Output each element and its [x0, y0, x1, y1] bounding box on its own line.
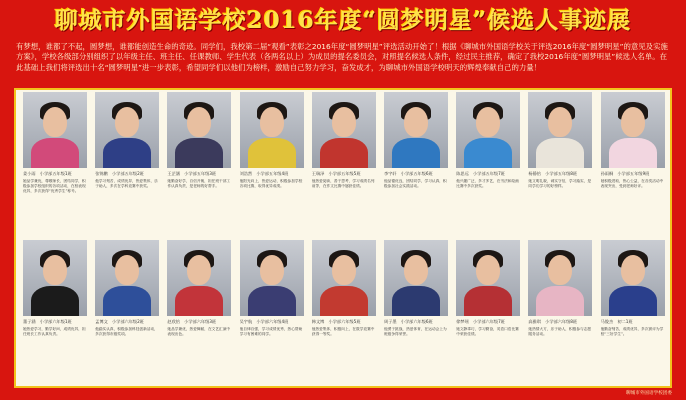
candidate-photo: [601, 92, 665, 168]
candidate-caption: 王瑞泽 小学部五年级5班: [311, 171, 361, 176]
candidate-card: [597, 240, 669, 383]
poster-title: 聊城市外国语学校2016年度“圆梦明星”候选人事迹展: [54, 7, 632, 34]
candidate-bio: 她文静乖巧，学习勤奋，英语口语比赛中荣获佳绩。: [456, 327, 519, 337]
candidate-card: [308, 240, 380, 383]
candidate-photo: [167, 92, 231, 168]
candidate-photo: [312, 92, 376, 168]
candidate-caption: 孟博文 小学部六年级2班: [95, 319, 144, 324]
candidate-bio: 他热爱阅读，善于思考，学习成绩名列前茅，在作文比赛中屡获佳绩。: [311, 179, 375, 189]
candidate-photo: [456, 240, 520, 316]
candidate-bio: 他自律自强，学习成绩优秀，热心帮助学习有困难的同学。: [239, 327, 303, 337]
candidate-caption: 孙雨桐 小学部五年级9班: [600, 171, 650, 176]
candidate-caption: 姜小雨 小学部五年级1班: [23, 171, 72, 176]
footer-signature: 聊城市外国语学校团委: [626, 391, 672, 396]
candidate-bio: 她热爱学习，勤学好问，成绩优异，担任班长工作认真负责。: [23, 327, 86, 337]
candidate-bio: 她品学兼优，尊敬师长，团结同学，积极参加学校组织的各项活动，在校表现优异，多次获得“优秀学生”称号。: [23, 179, 86, 194]
candidate-caption: 陈思远 小学部五年级7班: [456, 171, 505, 176]
candidate-card: [308, 92, 380, 235]
candidate-bio: 她品学兼优，热爱舞蹈，在文艺汇演中表现出色。: [167, 327, 231, 337]
candidate-photo: [384, 240, 448, 316]
candidate-caption: 李宇轩 小学部五年级6班: [384, 171, 433, 176]
candidate-photo: [23, 240, 87, 316]
candidate-card: [91, 92, 163, 235]
intro-text: 有梦想，谁都了不起，圆梦想，谁都能创造生命的奇迹。同学们，我校第二届“观看”表彰之2016年度“圆梦明星”评选活动开始了！根据《聊城市外国语学校关于评选2016年度“圆梦明星”的意见及实施方案》，学校各级部分别组织了以年级主任、班主任、任课教师、学生代表（各两名以上）为成员的提名委员会，对照提名候选人条件，经过民主推荐，确定了我校2016年度“圆梦明星”候选人名单。在此基础上我们将评选出十名“圆梦明星”进一步表彰，希望同学们以他们为榜样，激励自己努力学习，奋发成才，为聊城市外国语学校明天的辉煌奉献自己的力量！: [16, 42, 668, 72]
candidate-card: [452, 240, 524, 383]
candidate-caption: 杨静怡 小学部五年级8班: [528, 171, 578, 176]
candidate-card: [163, 92, 235, 235]
candidate-caption: 周子墨 小学部六年级6班: [384, 319, 433, 324]
candidate-photo: [528, 240, 592, 316]
candidate-caption: 韩文博 小学部六年级5班: [311, 319, 361, 324]
candidate-bio: 他踏实认真，积极参加科技创新活动，多次获得市级奖项。: [95, 327, 158, 337]
candidate-caption: 董子涵 小学部六年级1班: [23, 319, 72, 324]
candidate-photo: [312, 240, 376, 316]
candidate-bio: 她积极进取，热心公益，在各类活动中表现突出，受到老师好评。: [600, 179, 664, 189]
candidate-caption: 王芷涵 小学部五年级3班: [167, 171, 217, 176]
candidate-card: [236, 92, 308, 235]
candidate-bio: 他阳光向上，热爱运动，积极参加学校各项比赛，取得优异成绩。: [239, 179, 303, 189]
candidate-bio: 她热情大方，乐于助人，积极参与志愿服务活动。: [528, 327, 592, 337]
candidate-bio: 他勤奋刻苦，成绩优异，多次被评为学校“三好学生”。: [600, 327, 664, 337]
candidate-card: [380, 92, 452, 235]
candidate-bio: 他兴趣广泛，多才多艺，在书法和绘画比赛中多次获奖。: [456, 179, 519, 189]
candidate-card: [597, 92, 669, 235]
candidate-card: [19, 92, 91, 235]
candidate-photo: [384, 92, 448, 168]
candidate-card: [524, 240, 596, 383]
candidate-card: [452, 92, 524, 235]
candidates-row-2: [19, 240, 669, 383]
candidate-card: [91, 240, 163, 383]
candidate-bio: 他勇于挑战，热爱体育，在运动会上为班级争得荣誉。: [384, 327, 447, 337]
candidates-row-1: [19, 92, 669, 235]
candidate-photo: [240, 240, 304, 316]
candidate-card: [19, 240, 91, 383]
candidate-photo: [456, 92, 520, 168]
candidate-card: [163, 240, 235, 383]
candidate-caption: 刘浩然 小学部五年级4班: [239, 171, 289, 176]
candidate-photo: [601, 240, 665, 316]
candidate-photo: [167, 240, 231, 316]
candidate-bio: 他学习刻苦，成绩优异，热爱集体，乐于助人，多次在学科竞赛中获奖。: [95, 179, 158, 189]
candidate-photo: [95, 92, 159, 168]
candidate-caption: 徐梦瑶 小学部六年级7班: [456, 319, 505, 324]
candidate-photo: [240, 92, 304, 168]
candidate-photo: [23, 92, 87, 168]
candidate-photo: [528, 92, 592, 168]
candidate-caption: 赵欣怡 小学部六年级3班: [167, 319, 217, 324]
candidate-caption: 高雅琪 小学部六年级8班: [528, 319, 578, 324]
candidate-bio: 她文明礼貌，诚实守信，学习踏实，是同学们学习的好榜样。: [528, 179, 592, 189]
candidate-bio: 她勤奋好学，自信开朗，担任班干部工作认真负责，是老师的好帮手。: [167, 179, 231, 189]
candidate-photo: [95, 240, 159, 316]
candidate-caption: 马俊杰 初二1班: [600, 319, 633, 324]
candidate-caption: 张锦鹏 小学部五年级2班: [95, 171, 144, 176]
candidate-card: [524, 92, 596, 235]
candidates-panel: [14, 88, 672, 388]
candidate-card: [380, 240, 452, 383]
candidate-card: [236, 240, 308, 383]
candidate-bio: 他热爱集体，积极向上，在数学竞赛中获得一等奖。: [311, 327, 375, 337]
candidate-caption: 吴宇航 小学部六年级4班: [239, 319, 289, 324]
candidate-bio: 他品德优良，团结同学，学习认真，积极参加社会实践活动。: [384, 179, 447, 189]
